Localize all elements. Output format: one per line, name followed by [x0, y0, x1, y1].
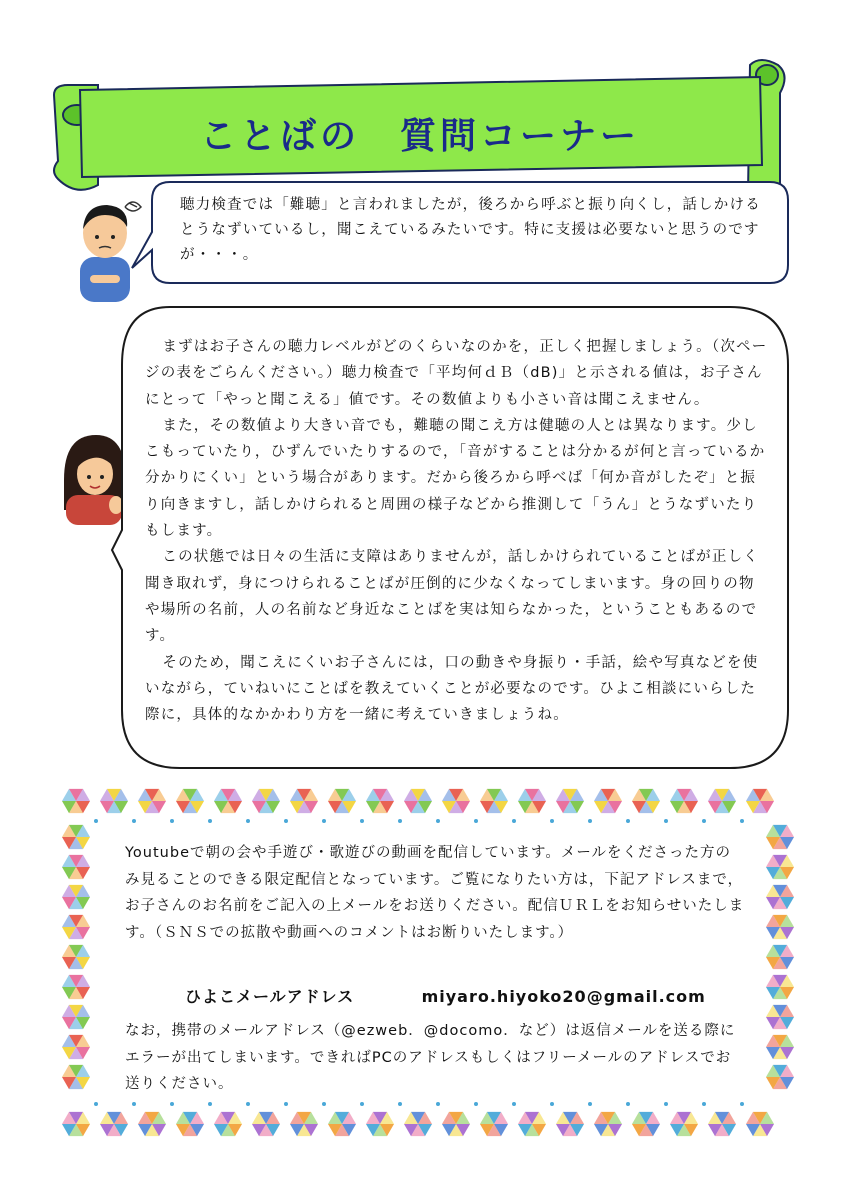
- frame-droplet: [94, 1102, 98, 1106]
- frame-hexagon: [62, 855, 90, 879]
- frame-hexagon: [176, 789, 204, 813]
- frame-hexagon: [766, 825, 794, 849]
- frame-hexagon: [252, 789, 280, 813]
- frame-droplet: [322, 819, 326, 823]
- frame-hexagon: [708, 1112, 736, 1136]
- frame-hexagon: [404, 1112, 432, 1136]
- frame-hexagon: [708, 789, 736, 813]
- frame-hexagon: [442, 1112, 470, 1136]
- frame-droplet: [702, 1102, 706, 1106]
- frame-droplet: [512, 819, 516, 823]
- frame-hexagon: [670, 1112, 698, 1136]
- frame-hexagon: [138, 1112, 166, 1136]
- frame-hexagon: [766, 945, 794, 969]
- answer-paragraph-2: また，その数値より大きい音でも，難聴の聞こえ方は健聴の人とは異なります。少しこもっていたり，ひずんでいたりするので，「音がすることは分かるが何と言っているか分かりにくい」という場合があります。だから後ろから呼べば「何か音がしたぞ」と振り向きますし，話しかけられると周囲の様子などから推測して「うん」とうなずいたりもします。: [145, 417, 766, 540]
- frame-droplet: [740, 819, 744, 823]
- frame-hexagon: [328, 1112, 356, 1136]
- answer-paragraph-4: そのため，聞こえにくいお子さんには，口の動きや身振り・手話，絵や写真などを使いながら，ていねいにことばを教えていくことが必要なのです。ひよこ相談にいらした際に，具体的なかかわり方を一緒に考えていきましょうね。: [145, 654, 759, 724]
- frame-droplet: [360, 1102, 364, 1106]
- frame-hexagon: [366, 1112, 394, 1136]
- frame-droplet: [550, 819, 554, 823]
- frame-hexagon: [62, 825, 90, 849]
- frame-hexagon: [556, 789, 584, 813]
- frame-droplet: [94, 819, 98, 823]
- frame-hexagon: [62, 1112, 90, 1136]
- frame-hexagon: [62, 789, 90, 813]
- frame-hexagon: [480, 789, 508, 813]
- frame-droplet: [702, 819, 706, 823]
- frame-hexagon: [766, 855, 794, 879]
- frame-droplet: [626, 1102, 630, 1106]
- page-title: ことばの 質問コーナー: [199, 116, 640, 157]
- frame-droplet: [436, 819, 440, 823]
- mail-row: [185, 984, 745, 1007]
- frame-hexagon: [518, 789, 546, 813]
- frame-droplet: [246, 1102, 250, 1106]
- frame-droplet: [588, 1102, 592, 1106]
- frame-droplet: [474, 1102, 478, 1106]
- frame-droplet: [550, 1102, 554, 1106]
- frame-droplet: [626, 819, 630, 823]
- frame-hexagon: [766, 1065, 794, 1089]
- frame-hexagon: [62, 1035, 90, 1059]
- frame-droplet: [322, 1102, 326, 1106]
- frame-hexagon: [138, 789, 166, 813]
- frame-droplet: [436, 1102, 440, 1106]
- answer-paragraph-3: この状態では日々の生活に支障はありませんが，話しかけられていることばが正しく聞き取れず，身につけられることばが圧倒的に少なくなってしまいます。身の回りの物や場所の名前，人の名前など身近なことばを実は知らなかった，ということもあるのです。: [145, 549, 759, 645]
- frame-hexagon: [766, 1005, 794, 1029]
- frame-droplet: [132, 1102, 136, 1106]
- frame-hexagon: [100, 789, 128, 813]
- frame-droplet: [398, 1102, 402, 1106]
- frame-hexagon: [290, 1112, 318, 1136]
- frame-hexagon: [594, 789, 622, 813]
- frame-droplet: [740, 1102, 744, 1106]
- frame-droplet: [398, 819, 402, 823]
- frame-droplet: [474, 819, 478, 823]
- frame-hexagon: [480, 1112, 508, 1136]
- frame-droplet: [132, 819, 136, 823]
- frame-hexagon: [632, 789, 660, 813]
- frame-hexagon: [62, 1005, 90, 1029]
- frame-hexagon: [328, 789, 356, 813]
- frame-droplet: [208, 819, 212, 823]
- frame-hexagon: [766, 1035, 794, 1059]
- frame-hexagon: [366, 789, 394, 813]
- frame-droplet: [170, 819, 174, 823]
- frame-droplet: [664, 1102, 668, 1106]
- answer-paragraph-1: まずはお子さんの聴力レベルがどのくらいなのかを，正しく把握しましょう。（次ページの表をごらんください。）聴力検査で「平均何ｄＢ（dB)」と示される値は，お子さんにとって「やっと聞こえる」値です。その数値よりも小さい音は聞こえません。: [145, 339, 768, 408]
- frame-hexagon: [404, 789, 432, 813]
- frame-hexagon: [290, 789, 318, 813]
- mail-address[interactable]: miyaro.hiyoko20@gmail.com: [421, 987, 706, 1006]
- frame-droplet: [208, 1102, 212, 1106]
- frame-hexagon: [766, 885, 794, 909]
- frame-hexagon: [62, 975, 90, 999]
- frame-hexagon: [556, 1112, 584, 1136]
- answer-text: [145, 334, 770, 728]
- frame-hexagon: [62, 915, 90, 939]
- frame-hexagon: [214, 789, 242, 813]
- frame-hexagon: [766, 915, 794, 939]
- frame-hexagon: [252, 1112, 280, 1136]
- frame-droplet: [170, 1102, 174, 1106]
- frame-hexagon: [670, 789, 698, 813]
- frame-hexagon: [214, 1112, 242, 1136]
- frame-droplet: [360, 819, 364, 823]
- frame-droplet: [512, 1102, 516, 1106]
- mail-label: ひよこメールアドレス: [185, 987, 355, 1006]
- mail-note-text: なお，携帯のメールアドレス（@ezweb．@docomo．など）は返信メールを送る際にエラーが出てしまいます。できればPCのアドレスもしくはフリーメールのアドレスでお送りください。: [125, 1023, 736, 1092]
- frame-hexagon: [62, 945, 90, 969]
- frame-hexagon: [518, 1112, 546, 1136]
- frame-hexagon: [594, 1112, 622, 1136]
- frame-hexagon: [746, 1112, 774, 1136]
- frame-hexagon: [442, 789, 470, 813]
- frame-droplet: [284, 1102, 288, 1106]
- frame-hexagon: [632, 1112, 660, 1136]
- frame-droplet: [246, 819, 250, 823]
- frame-droplet: [588, 819, 592, 823]
- youtube-info-text: Youtubeで朝の会や手遊び・歌遊びの動画を配信しています。メールをくださった方のみ見ることのできる限定配信となっています。ご覧になりたい方は，下記アドレスまで，お子さんのお名前をご記入の上メールをお送りください。配信ＵＲＬをお知らせいたします。（ＳＮＳでの拡散や動画へのコメントはお断りいたします。）: [125, 845, 745, 941]
- frame-hexagon: [176, 1112, 204, 1136]
- frame-hexagon: [746, 789, 774, 813]
- frame-droplet: [284, 819, 288, 823]
- frame-droplet: [664, 819, 668, 823]
- frame-hexagon: [62, 1065, 90, 1089]
- frame-hexagon: [766, 975, 794, 999]
- frame-hexagon: [100, 1112, 128, 1136]
- frame-hexagon: [62, 885, 90, 909]
- question-text: 聴力検査では「難聴」と言われましたが，後ろから呼ぶと振り向くし，話しかけるとうなずいているし，聞こえているみたいです。特に支援は必要ないと思うのですが・・・。: [180, 197, 761, 263]
